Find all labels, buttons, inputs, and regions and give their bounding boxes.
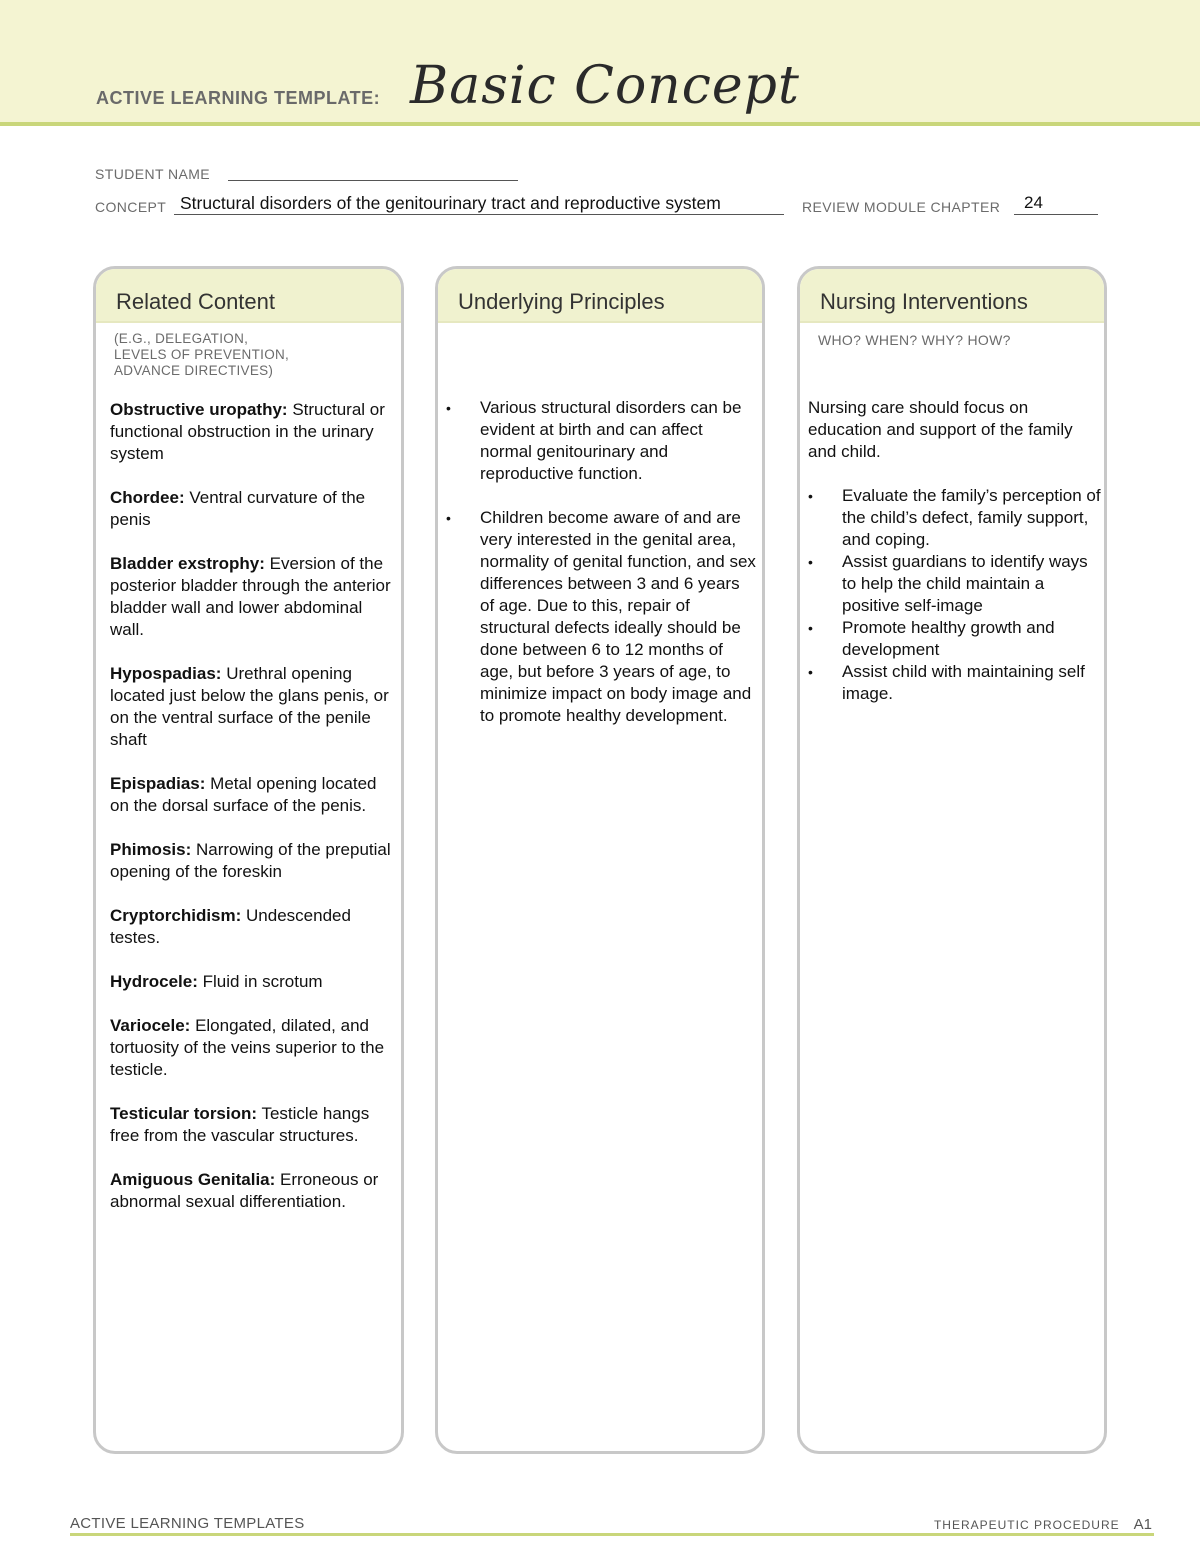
related-content-title: Related Content [96,269,401,323]
bullet-icon: • [446,510,451,526]
chapter-line [1014,214,1098,215]
footer-section: THERAPEUTIC PROCEDURE [933,1518,1120,1532]
bullet-text: Children become aware of and are very interested in the genital area, normality of genital function, and sex differences between 3 and 6 years of age. Due to this, repair of structural defects ideally should be done between 6 to 12 months of age, but before 3 years of age, to minimize impact on body image and to promote healthy development. [480,508,756,725]
nursing-interventions-subtitle: WHO? WHEN? WHY? HOW? [818,332,1011,348]
term-definition: Ventral curvature of the penis [110,488,366,529]
interventions-intro: Nursing care should focus on education and support of the family and child. [808,398,1073,461]
subtitle-line: ADVANCE DIRECTIVES) [114,363,274,378]
list-item [800,661,1105,705]
student-name-line [228,180,518,181]
list-item [800,617,1105,661]
term-name: Cryptorchidism: [110,906,242,925]
term-item [110,399,395,465]
term-name: Bladder exstrophy: [110,554,265,573]
bullet-text: Assist guardians to identify ways to help the child maintain a positive self-image [842,552,1088,615]
chapter-label: REVIEW MODULE CHAPTER [802,199,1001,215]
term-item [110,839,395,883]
concept-line [174,214,784,215]
template-label: ACTIVE LEARNING TEMPLATE: [96,88,381,108]
term-definition: Elongated, dilated, and tortuosity of the veins superior to the testicle. [110,1016,385,1079]
underlying-principles-panel [435,266,765,1454]
related-content-subtitle [96,323,401,379]
list-item [438,507,758,727]
term-definition: Narrowing of the preputial opening of the foreskin [110,840,391,881]
principles-list [438,397,758,727]
interventions-list [800,485,1105,705]
bullet-text: Evaluate the family’s perception of the child’s defect, family support, and coping. [842,486,1101,549]
term-definition: Erroneous or abnormal sexual differentiation. [110,1170,379,1211]
bullet-icon: • [808,488,813,504]
bullet-icon: • [808,620,813,636]
term-definition: Urethral opening located just below the glans penis, or on the ventral surface of the penile shaft [110,664,389,749]
term-name: Chordee: [110,488,185,507]
concept-field[interactable]: Structural disorders of the genitourinary tract and reproductive system [180,193,721,213]
term-item [110,971,395,993]
bullet-text: Promote healthy growth and development [842,618,1055,659]
term-item [110,773,395,817]
term-item [110,1169,395,1213]
term-item [110,1103,395,1147]
term-name: Obstructive uropathy: [110,400,288,419]
bullet-icon: • [808,664,813,680]
term-definition: Fluid in scrotum [202,972,323,991]
student-name-label: STUDENT NAME [95,166,210,182]
term-item [110,1015,395,1081]
footer-right [934,1516,1152,1533]
nursing-interventions-panel [797,266,1107,1454]
list-item [800,551,1105,617]
terms-list [110,399,395,1235]
term-definition: Eversion of the posterior bladder through the anterior bladder wall and lower abdominal wall. [110,554,391,639]
list-item [800,485,1105,551]
term-name: Variocele: [110,1016,191,1035]
footer-left: ACTIVE LEARNING TEMPLATES [70,1515,305,1532]
related-content-panel [93,266,404,1454]
bullet-icon: • [446,400,451,416]
concept-label: CONCEPT [95,199,167,215]
term-definition: Testicle hangs free from the vascular structures. [110,1104,370,1145]
term-name: Phimosis: [110,840,192,859]
term-name: Hypospadias: [110,664,222,683]
term-item [110,487,395,531]
term-name: Epispadias: [110,774,206,793]
chapter-field[interactable]: 24 [1024,193,1043,212]
term-item [110,553,395,641]
term-name: Testicular torsion: [110,1104,258,1123]
bullet-text: Assist child with maintaining self image. [842,662,1085,703]
subtitle-line: LEVELS OF PREVENTION, [114,347,290,362]
term-item [110,905,395,949]
term-definition: Metal opening located on the dorsal surface of the penis. [110,774,377,815]
bullet-text: Various structural disorders can be evident at birth and can affect normal genitourinary and reproductive function. [480,398,742,483]
underlying-principles-title: Underlying Principles [438,269,762,323]
header-rule [0,122,1200,126]
term-definition: Undescended testes. [110,906,351,947]
nursing-interventions-title: Nursing Interventions [800,269,1104,323]
term-item [110,663,395,751]
bullet-icon: • [808,554,813,570]
page-number: A1 [1133,1516,1152,1533]
term-definition: Structural or functional obstruction in the urinary system [110,400,385,463]
subtitle-line: (E.G., DELEGATION, [114,331,249,346]
term-name: Amiguous Genitalia: [110,1170,276,1189]
term-name: Hydrocele: [110,972,198,991]
template-title: Basic Concept [410,56,800,116]
list-item [438,397,758,485]
footer-rule [70,1533,1154,1536]
